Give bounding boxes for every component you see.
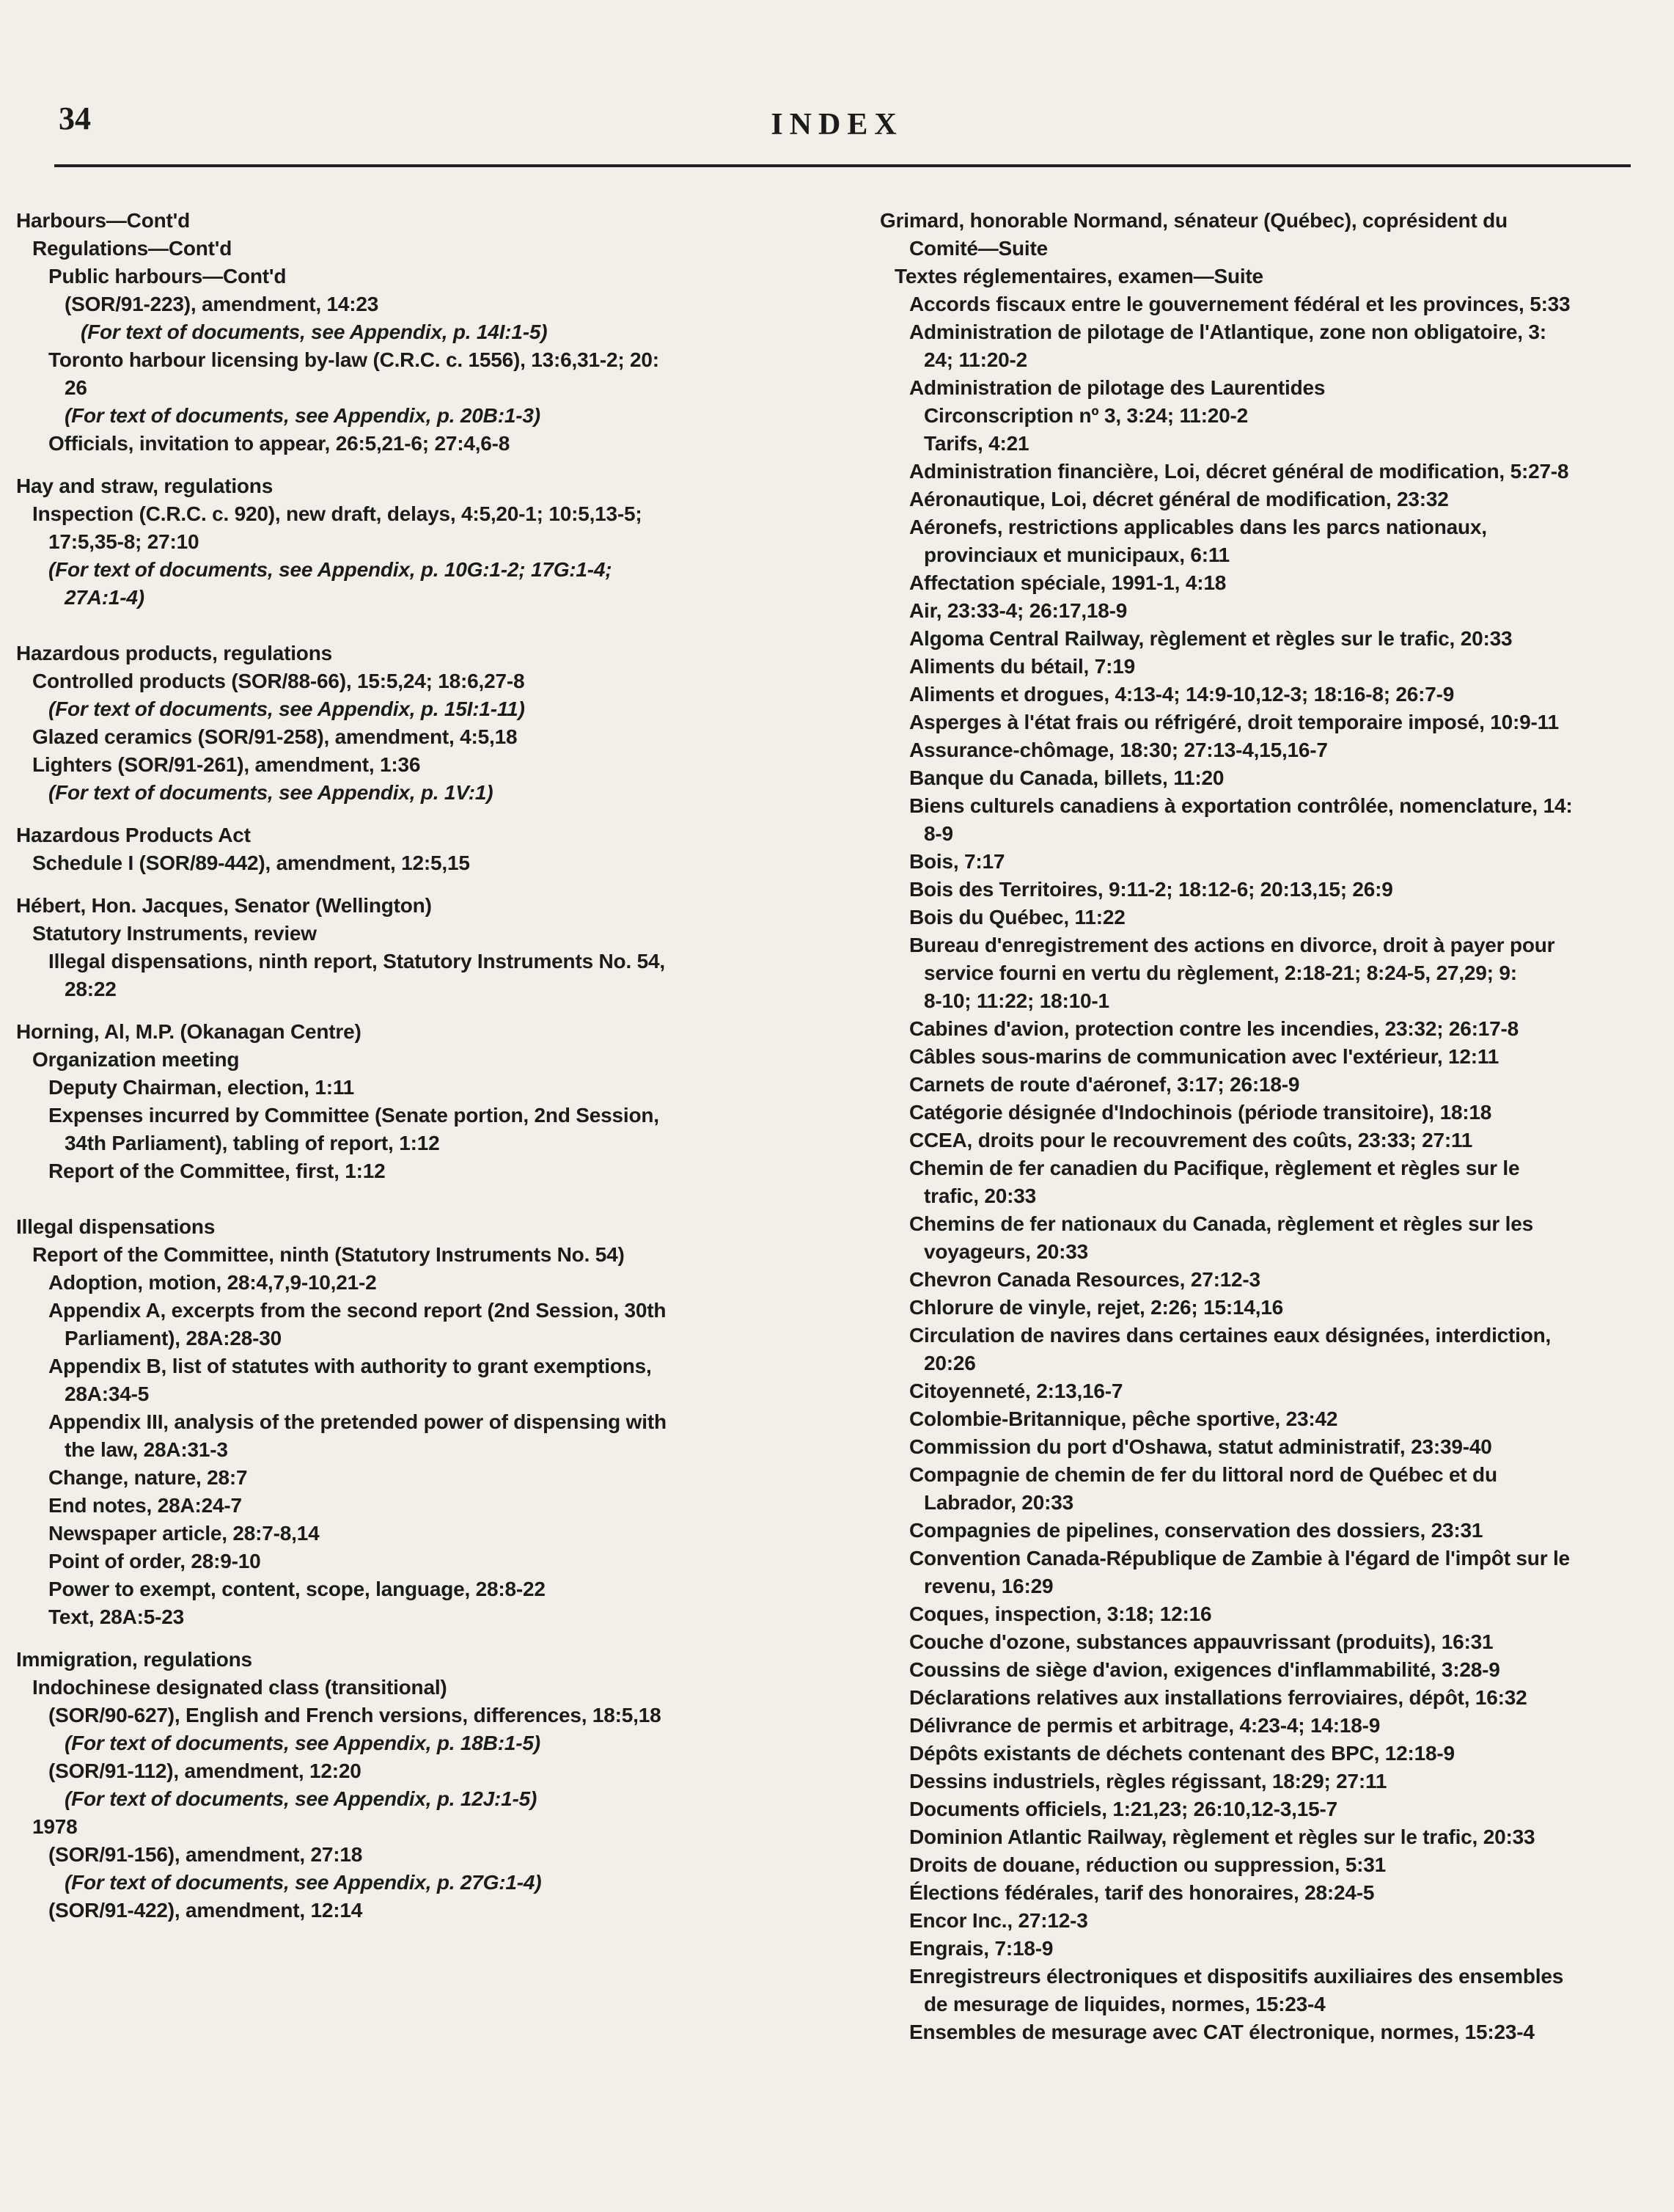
index-entry: Enregistreurs électroniques et dispositifs auxiliaires des ensembles bbox=[909, 1965, 1564, 1988]
index-entry: Public harbours—Cont'd bbox=[48, 265, 287, 288]
index-heading: Immigration, regulations bbox=[16, 1648, 252, 1671]
index-entry: Schedule I (SOR/89-442), amendment, 12:5,15 bbox=[32, 852, 470, 874]
index-entry: Délivrance de permis et arbitrage, 4:23-4; 14:18-9 bbox=[909, 1714, 1381, 1737]
index-entry: Assurance-chômage, 18:30; 27:13-4,15,16-7 bbox=[909, 739, 1328, 761]
index-entry: Citoyenneté, 2:13,16-7 bbox=[909, 1380, 1123, 1402]
index-entry: Compagnies de pipelines, conservation des dossiers, 23:31 bbox=[909, 1519, 1483, 1542]
index-entry: (For text of documents, see Appendix, p. 1V:1) bbox=[48, 781, 493, 804]
index-entry: (For text of documents, see Appendix, p. 10G:1-2; 17G:1-4; bbox=[48, 558, 612, 581]
index-entry: (For text of documents, see Appendix, p. 20B:1-3) bbox=[65, 404, 540, 427]
index-entry: Asperges à l'état frais ou réfrigéré, droit temporaire imposé, 10:9-11 bbox=[909, 711, 1559, 733]
page-number: 34 bbox=[59, 100, 91, 136]
index-entry: Encor Inc., 27:12-3 bbox=[909, 1909, 1088, 1932]
index-entry: Illegal dispensations, ninth report, Statutory Instruments No. 54, bbox=[48, 950, 665, 973]
index-heading: Illegal dispensations bbox=[16, 1215, 216, 1238]
index-entry: Inspection (C.R.C. c. 920), new draft, delays, 4:5,20-1; 10:5,13-5; bbox=[32, 502, 642, 525]
index-entry: Accords fiscaux entre le gouvernement fédéral et les provinces, 5:33 bbox=[909, 293, 1571, 315]
index-entry: Commission du port d'Oshawa, statut administratif, 23:39-40 bbox=[909, 1435, 1492, 1458]
index-entry: Biens culturels canadiens à exportation contrôlée, nomenclature, 14: bbox=[909, 794, 1573, 817]
index-entry: Ensembles de mesurage avec CAT électronique, normes, 15:23-4 bbox=[909, 2021, 1535, 2043]
index-entry: Algoma Central Railway, règlement et règles sur le trafic, 20:33 bbox=[909, 627, 1513, 650]
index-entry: Droits de douane, réduction ou suppression, 5:31 bbox=[909, 1853, 1387, 1876]
index-entry: the law, 28A:31-3 bbox=[65, 1438, 228, 1461]
index-entry: Power to exempt, content, scope, language, 28:8-22 bbox=[48, 1578, 546, 1600]
index-entry: Administration financière, Loi, décret général de modification, 5:27-8 bbox=[909, 460, 1569, 483]
index-entry: Report of the Committee, first, 1:12 bbox=[48, 1160, 386, 1182]
index-entry: 1978 bbox=[32, 1815, 78, 1838]
index-entry: Convention Canada-République de Zambie à l'égard de l'impôt sur le bbox=[909, 1547, 1570, 1570]
index-entry: Aliments du bétail, 7:19 bbox=[909, 655, 1135, 678]
index-entry: Deputy Chairman, election, 1:11 bbox=[48, 1076, 355, 1099]
index-entry: Administration de pilotage de l'Atlantique, zone non obligatoire, 3: bbox=[909, 321, 1546, 343]
index-entry: Compagnie de chemin de fer du littoral nord de Québec et du bbox=[909, 1463, 1497, 1486]
index-entry: Point of order, 28:9-10 bbox=[48, 1550, 261, 1572]
index-entry: Adoption, motion, 28:4,7,9-10,21-2 bbox=[48, 1271, 377, 1294]
index-entry: Labrador, 20:33 bbox=[924, 1491, 1073, 1514]
index-entry: Chemins de fer nationaux du Canada, règlement et règles sur les bbox=[909, 1212, 1533, 1235]
index-entry: 26 bbox=[65, 376, 87, 399]
index-entry: Bois des Territoires, 9:11-2; 18:12-6; 20:13,15; 26:9 bbox=[909, 878, 1393, 901]
index-entry: Indochinese designated class (transitional) bbox=[32, 1676, 447, 1699]
index-entry: Élections fédérales, tarif des honoraires, 28:24-5 bbox=[909, 1881, 1375, 1904]
index-entry: Engrais, 7:18-9 bbox=[909, 1937, 1054, 1960]
index-entry: Bois, 7:17 bbox=[909, 850, 1005, 873]
index-entry: Report of the Committee, ninth (Statutory Instruments No. 54) bbox=[32, 1243, 625, 1266]
index-entry: Carnets de route d'aéronef, 3:17; 26:18-9 bbox=[909, 1073, 1300, 1096]
index-entry: (SOR/90-627), English and French versions, differences, 18:5,18 bbox=[48, 1704, 661, 1726]
index-entry: Air, 23:33-4; 26:17,18-9 bbox=[909, 599, 1128, 622]
index-entry: Circonscription nº 3, 3:24; 11:20-2 bbox=[924, 404, 1249, 427]
index-entry: (For text of documents, see Appendix, p. 12J:1-5) bbox=[65, 1787, 537, 1810]
index-heading: Hazardous products, regulations bbox=[16, 642, 332, 664]
index-entry: Tarifs, 4:21 bbox=[924, 432, 1029, 455]
index-heading: Hébert, Hon. Jacques, Senator (Wellington) bbox=[16, 894, 432, 917]
index-entry: Parliament), 28A:28-30 bbox=[65, 1327, 282, 1349]
index-entry: Bureau d'enregistrement des actions en divorce, droit à payer pour bbox=[909, 934, 1555, 956]
index-entry: Appendix A, excerpts from the second report (2nd Session, 30th bbox=[48, 1299, 667, 1322]
index-heading: Horning, Al, M.P. (Okanagan Centre) bbox=[16, 1020, 361, 1043]
index-entry: Appendix B, list of statutes with authority to grant exemptions, bbox=[48, 1355, 652, 1377]
index-entry: (For text of documents, see Appendix, p. 18B:1-5) bbox=[65, 1732, 540, 1754]
page-title: INDEX bbox=[771, 108, 903, 142]
index-entry: Cabines d'avion, protection contre les incendies, 23:32; 26:17-8 bbox=[909, 1017, 1519, 1040]
index-heading: Comité—Suite bbox=[909, 237, 1048, 260]
index-entry: Officials, invitation to appear, 26:5,21-6; 27:4,6-8 bbox=[48, 432, 510, 455]
index-entry: Dépôts existants de déchets contenant des BPC, 12:18-9 bbox=[909, 1742, 1455, 1765]
index-entry: Colombie-Britannique, pêche sportive, 23:42 bbox=[909, 1407, 1338, 1430]
index-entry: Circulation de navires dans certaines eaux désignées, interdiction, bbox=[909, 1324, 1552, 1347]
index-entry: Documents officiels, 1:21,23; 26:10,12-3,15-7 bbox=[909, 1798, 1337, 1820]
index-entry: (SOR/91-422), amendment, 12:14 bbox=[48, 1899, 363, 1922]
index-entry: Organization meeting bbox=[32, 1048, 240, 1071]
index-column-right bbox=[880, 207, 1642, 2046]
index-entry: Déclarations relatives aux installations ferroviaires, dépôt, 16:32 bbox=[909, 1686, 1527, 1709]
index-entry: Coussins de siège d'avion, exigences d'inflammabilité, 3:28-9 bbox=[909, 1658, 1500, 1681]
index-entry: (For text of documents, see Appendix, p. 27G:1-4) bbox=[65, 1871, 542, 1894]
index-heading: Hazardous Products Act bbox=[16, 824, 251, 846]
index-column-left bbox=[16, 207, 808, 1924]
index-entry: Dominion Atlantic Railway, règlement et règles sur le trafic, 20:33 bbox=[909, 1825, 1535, 1848]
index-entry: (SOR/91-112), amendment, 12:20 bbox=[48, 1759, 361, 1782]
index-entry: 17:5,35-8; 27:10 bbox=[48, 530, 199, 553]
index-entry: 28:22 bbox=[65, 978, 117, 1000]
index-entry: CCEA, droits pour le recouvrement des coûts, 23:33; 27:11 bbox=[909, 1129, 1473, 1151]
index-entry: trafic, 20:33 bbox=[924, 1184, 1037, 1207]
header-rule bbox=[54, 164, 1631, 167]
index-entry: Chevron Canada Resources, 27:12-3 bbox=[909, 1268, 1260, 1291]
index-entry: 28A:34-5 bbox=[65, 1382, 150, 1405]
index-heading: Hay and straw, regulations bbox=[16, 475, 274, 497]
index-entry: Banque du Canada, billets, 11:20 bbox=[909, 766, 1225, 789]
index-entry: Appendix III, analysis of the pretended power of dispensing with bbox=[48, 1410, 667, 1433]
index-entry: Dessins industriels, règles régissant, 18:29; 27:11 bbox=[909, 1770, 1387, 1792]
index-entry: 8-10; 11:22; 18:10-1 bbox=[924, 989, 1109, 1012]
index-entry: Toronto harbour licensing by-law (C.R.C. c. 1556), 13:6,31-2; 20: bbox=[48, 348, 659, 371]
index-entry: service fourni en vertu du règlement, 2:18-21; 8:24-5, 27,29; 9: bbox=[924, 962, 1517, 984]
index-entry: Chlorure de vinyle, rejet, 2:26; 15:14,16 bbox=[909, 1296, 1284, 1319]
index-entry: End notes, 28A:24-7 bbox=[48, 1494, 242, 1517]
index-entry: 34th Parliament), tabling of report, 1:12 bbox=[65, 1132, 440, 1154]
index-entry: Catégorie désignée d'Indochinois (période transitoire), 18:18 bbox=[909, 1101, 1492, 1124]
index-entry: Câbles sous-marins de communication avec l'extérieur, 12:11 bbox=[909, 1045, 1499, 1068]
index-entry: Chemin de fer canadien du Pacifique, règlement et règles sur le bbox=[909, 1157, 1520, 1179]
index-entry: Administration de pilotage des Laurentides bbox=[909, 376, 1326, 399]
index-entry: Aéronefs, restrictions applicables dans les parcs nationaux, bbox=[909, 516, 1487, 538]
index-entry: Newspaper article, 28:7-8,14 bbox=[48, 1522, 320, 1545]
index-entry: (SOR/91-156), amendment, 27:18 bbox=[48, 1843, 363, 1866]
index-entry: Textes réglementaires, examen—Suite bbox=[895, 265, 1263, 288]
index-entry: 8-9 bbox=[924, 822, 953, 845]
index-entry: Controlled products (SOR/88-66), 15:5,24; 18:6,27-8 bbox=[32, 670, 525, 692]
index-entry: Glazed ceramics (SOR/91-258), amendment, 4:5,18 bbox=[32, 725, 518, 748]
index-entry: Statutory Instruments, review bbox=[32, 922, 317, 945]
index-entry: Bois du Québec, 11:22 bbox=[909, 906, 1126, 929]
index-entry: de mesurage de liquides, normes, 15:23-4 bbox=[924, 1993, 1326, 2015]
index-entry: Lighters (SOR/91-261), amendment, 1:36 bbox=[32, 753, 421, 776]
index-entry: (For text of documents, see Appendix, p. 14I:1-5) bbox=[81, 321, 548, 343]
index-entry: Couche d'ozone, substances appauvrissant (produits), 16:31 bbox=[909, 1630, 1494, 1653]
index-entry: voyageurs, 20:33 bbox=[924, 1240, 1089, 1263]
index-entry: (SOR/91-223), amendment, 14:23 bbox=[65, 293, 379, 315]
index-entry: Aéronautique, Loi, décret général de modification, 23:32 bbox=[909, 488, 1449, 510]
index-entry: provinciaux et municipaux, 6:11 bbox=[924, 543, 1230, 566]
index-entry: revenu, 16:29 bbox=[924, 1575, 1054, 1597]
index-entry: 20:26 bbox=[924, 1352, 976, 1374]
index-heading: Grimard, honorable Normand, sénateur (Québec), coprésident du bbox=[880, 209, 1508, 232]
index-heading: Harbours—Cont'd bbox=[16, 209, 190, 232]
index-entry: Expenses incurred by Committee (Senate portion, 2nd Session, bbox=[48, 1104, 659, 1127]
index-entry: 24; 11:20-2 bbox=[924, 348, 1028, 371]
index-entry: Affectation spéciale, 1991-1, 4:18 bbox=[909, 571, 1227, 594]
index-entry: Text, 28A:5-23 bbox=[48, 1605, 184, 1628]
index-entry: 27A:1-4) bbox=[65, 586, 144, 609]
index-entry: Regulations—Cont'd bbox=[32, 237, 232, 260]
index-entry: (For text of documents, see Appendix, p. 15I:1-11) bbox=[48, 697, 525, 720]
index-entry: Coques, inspection, 3:18; 12:16 bbox=[909, 1603, 1212, 1625]
index-entry: Change, nature, 28:7 bbox=[48, 1466, 248, 1489]
index-entry: Aliments et drogues, 4:13-4; 14:9-10,12-3; 18:16-8; 26:7-9 bbox=[909, 683, 1455, 706]
